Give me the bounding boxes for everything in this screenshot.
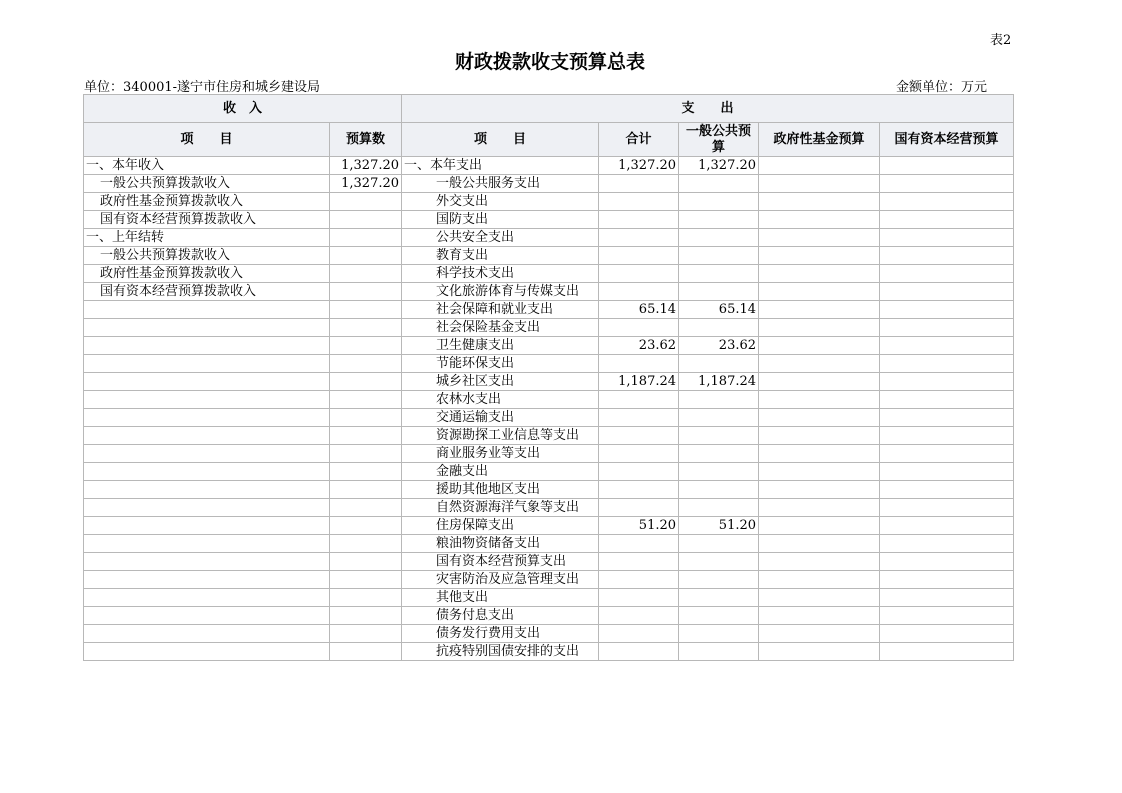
table-row (84, 229, 1014, 247)
table-row (84, 571, 1014, 589)
expense-item-cell: 一、本年支出 (402, 157, 599, 175)
income-item-cell (84, 319, 330, 337)
income-item-cell (84, 301, 330, 319)
total-cell (599, 535, 679, 553)
table-row (84, 319, 1014, 337)
general-budget-cell: 51.20 (679, 517, 759, 535)
general-budget-cell (679, 553, 759, 571)
table-row (84, 193, 1014, 211)
general-budget-cell (679, 571, 759, 589)
expense-item-cell: 粮油物资储备支出 (402, 535, 599, 553)
income-item-cell: 政府性基金预算拨款收入 (84, 265, 330, 283)
income-budget-cell (330, 535, 402, 553)
total-cell (599, 643, 679, 661)
fund-budget-cell (759, 157, 880, 175)
expense-item-cell: 城乡社区支出 (402, 373, 599, 391)
table-row (84, 247, 1014, 265)
state-capital-cell (880, 211, 1014, 229)
general-budget-cell (679, 409, 759, 427)
income-item-cell (84, 499, 330, 517)
income-budget-cell (330, 283, 402, 301)
fund-budget-cell (759, 463, 880, 481)
state-capital-cell (880, 643, 1014, 661)
table-row (84, 481, 1014, 499)
fund-budget-header: 政府性基金预算 (759, 123, 880, 157)
table-row (84, 553, 1014, 571)
state-capital-cell (880, 229, 1014, 247)
state-capital-cell (880, 571, 1014, 589)
state-capital-cell (880, 445, 1014, 463)
general-budget-cell (679, 247, 759, 265)
table-body (84, 157, 1014, 661)
total-cell (599, 175, 679, 193)
state-capital-cell (880, 373, 1014, 391)
total-cell (599, 607, 679, 625)
income-budget-cell (330, 355, 402, 373)
state-capital-cell (880, 157, 1014, 175)
state-capital-cell (880, 625, 1014, 643)
fund-budget-cell (759, 175, 880, 193)
income-budget-cell (330, 301, 402, 319)
general-budget-cell (679, 643, 759, 661)
table-row (84, 391, 1014, 409)
fund-budget-cell (759, 517, 880, 535)
expense-item-cell: 其他支出 (402, 589, 599, 607)
income-budget-cell (330, 427, 402, 445)
fund-budget-cell (759, 625, 880, 643)
table-row (84, 301, 1014, 319)
income-budget-cell (330, 499, 402, 517)
table-number: 表2 (990, 33, 1012, 48)
total-cell (599, 571, 679, 589)
table-row (84, 625, 1014, 643)
income-item-cell (84, 643, 330, 661)
budget-table (83, 94, 1014, 661)
income-item-cell: 国有资本经营预算拨款收入 (84, 211, 330, 229)
expense-item-cell: 教育支出 (402, 247, 599, 265)
expense-item-cell: 国有资本经营预算支出 (402, 553, 599, 571)
state-capital-cell (880, 517, 1014, 535)
income-budget-cell (330, 337, 402, 355)
table-row (84, 445, 1014, 463)
total-cell (599, 265, 679, 283)
total-cell (599, 625, 679, 643)
state-capital-cell (880, 589, 1014, 607)
general-budget-cell (679, 193, 759, 211)
income-budget-cell (330, 445, 402, 463)
general-budget-cell (679, 481, 759, 499)
expense-item-cell: 住房保障支出 (402, 517, 599, 535)
expense-item-cell: 社会保险基金支出 (402, 319, 599, 337)
total-cell (599, 229, 679, 247)
fund-budget-cell (759, 607, 880, 625)
fund-budget-cell (759, 589, 880, 607)
fund-budget-cell (759, 319, 880, 337)
total-cell: 51.20 (599, 517, 679, 535)
expense-item-cell: 援助其他地区支出 (402, 481, 599, 499)
total-cell (599, 427, 679, 445)
fund-budget-cell (759, 337, 880, 355)
expense-item-cell: 农林水支出 (402, 391, 599, 409)
income-item-cell (84, 409, 330, 427)
general-budget-cell (679, 445, 759, 463)
table-row (84, 589, 1014, 607)
income-item-cell (84, 373, 330, 391)
income-item-cell (84, 571, 330, 589)
table-row (84, 409, 1014, 427)
table-row (84, 643, 1014, 661)
total-cell (599, 211, 679, 229)
fund-budget-cell (759, 445, 880, 463)
income-item-cell (84, 445, 330, 463)
income-budget-cell (330, 265, 402, 283)
state-capital-cell (880, 301, 1014, 319)
fund-budget-cell (759, 553, 880, 571)
income-item-cell (84, 589, 330, 607)
expense-item-cell: 外交支出 (402, 193, 599, 211)
total-cell (599, 409, 679, 427)
general-budget-cell (679, 463, 759, 481)
total-cell (599, 247, 679, 265)
income-item-cell (84, 355, 330, 373)
expense-item-cell: 一般公共服务支出 (402, 175, 599, 193)
table-row (84, 355, 1014, 373)
table-row (84, 337, 1014, 355)
income-budget-cell (330, 625, 402, 643)
total-cell: 65.14 (599, 301, 679, 319)
state-capital-cell (880, 427, 1014, 445)
state-capital-cell (880, 463, 1014, 481)
expense-item-cell: 债务发行费用支出 (402, 625, 599, 643)
income-budget-cell (330, 463, 402, 481)
income-item-cell (84, 463, 330, 481)
fund-budget-cell (759, 355, 880, 373)
unit-label: 单位：340001-遂宁市住房和城乡建设局 (84, 80, 321, 95)
page-title: 财政拨款收支预算总表 (454, 51, 645, 73)
expense-item-cell: 商业服务业等支出 (402, 445, 599, 463)
income-item-cell (84, 553, 330, 571)
expense-item-cell: 公共安全支出 (402, 229, 599, 247)
income-budget-cell (330, 247, 402, 265)
income-budget-cell (330, 229, 402, 247)
general-budget-cell (679, 283, 759, 301)
expense-item-cell: 灾害防治及应急管理支出 (402, 571, 599, 589)
expense-item-cell: 债务付息支出 (402, 607, 599, 625)
table-row (84, 517, 1014, 535)
income-item-header: 项 目 (84, 123, 330, 157)
general-budget-cell (679, 427, 759, 445)
general-budget-cell: 65.14 (679, 301, 759, 319)
general-budget-cell (679, 589, 759, 607)
state-capital-cell (880, 535, 1014, 553)
state-capital-cell (880, 283, 1014, 301)
total-cell (599, 499, 679, 517)
general-budget-cell (679, 499, 759, 517)
total-cell: 1,327.20 (599, 157, 679, 175)
expense-item-cell: 文化旅游体育与传媒支出 (402, 283, 599, 301)
income-budget-cell (330, 589, 402, 607)
general-budget-cell (679, 175, 759, 193)
general-budget-cell (679, 355, 759, 373)
expense-header: 支 出 (402, 95, 1014, 123)
income-header: 收 入 (84, 95, 402, 123)
state-capital-cell (880, 193, 1014, 211)
table-row (84, 499, 1014, 517)
table-row (84, 463, 1014, 481)
state-capital-cell (880, 409, 1014, 427)
state-capital-cell (880, 265, 1014, 283)
expense-item-cell: 节能环保支出 (402, 355, 599, 373)
income-budget-cell (330, 391, 402, 409)
income-item-cell (84, 391, 330, 409)
fund-budget-cell (759, 229, 880, 247)
expense-item-cell: 社会保障和就业支出 (402, 301, 599, 319)
fund-budget-cell (759, 193, 880, 211)
total-cell: 23.62 (599, 337, 679, 355)
income-budget-cell: 1,327.20 (330, 175, 402, 193)
income-budget-cell (330, 373, 402, 391)
general-budget-cell (679, 535, 759, 553)
fund-budget-cell (759, 283, 880, 301)
general-budget-header: 一般公共预算 (679, 123, 759, 157)
fund-budget-cell (759, 247, 880, 265)
fund-budget-cell (759, 211, 880, 229)
general-budget-cell (679, 625, 759, 643)
state-capital-cell (880, 175, 1014, 193)
total-cell (599, 391, 679, 409)
income-budget-cell (330, 643, 402, 661)
fund-budget-cell (759, 373, 880, 391)
expense-item-cell: 卫生健康支出 (402, 337, 599, 355)
income-budget-cell (330, 211, 402, 229)
expense-item-cell: 抗疫特别国债安排的支出 (402, 643, 599, 661)
state-capital-cell (880, 355, 1014, 373)
expense-item-cell: 自然资源海洋气象等支出 (402, 499, 599, 517)
total-cell (599, 463, 679, 481)
table-row (84, 175, 1014, 193)
table-row (84, 265, 1014, 283)
state-capital-cell (880, 481, 1014, 499)
fund-budget-cell (759, 301, 880, 319)
income-item-cell (84, 517, 330, 535)
income-budget-cell (330, 517, 402, 535)
income-budget-cell (330, 193, 402, 211)
total-cell (599, 283, 679, 301)
expense-item-cell: 科学技术支出 (402, 265, 599, 283)
general-budget-cell (679, 265, 759, 283)
fund-budget-cell (759, 409, 880, 427)
total-cell (599, 193, 679, 211)
fund-budget-cell (759, 499, 880, 517)
fund-budget-cell (759, 481, 880, 499)
income-item-cell: 政府性基金预算拨款收入 (84, 193, 330, 211)
income-budget-cell (330, 409, 402, 427)
income-item-cell: 一般公共预算拨款收入 (84, 175, 330, 193)
expense-item-cell: 国防支出 (402, 211, 599, 229)
state-capital-cell (880, 499, 1014, 517)
table-row (84, 607, 1014, 625)
expense-item-cell: 金融支出 (402, 463, 599, 481)
income-item-cell: 一、本年收入 (84, 157, 330, 175)
state-capital-cell (880, 553, 1014, 571)
total-cell (599, 481, 679, 499)
total-cell (599, 445, 679, 463)
budget-header: 预算数 (330, 123, 402, 157)
general-budget-cell (679, 607, 759, 625)
state-capital-cell (880, 247, 1014, 265)
general-budget-cell: 23.62 (679, 337, 759, 355)
total-header: 合计 (599, 123, 679, 157)
state-capital-header: 国有资本经营预算 (880, 123, 1014, 157)
income-item-cell (84, 481, 330, 499)
table-row (84, 283, 1014, 301)
fund-budget-cell (759, 535, 880, 553)
income-budget-cell (330, 553, 402, 571)
table-row (84, 211, 1014, 229)
income-item-cell (84, 337, 330, 355)
total-cell (599, 589, 679, 607)
expense-item-header: 项 目 (402, 123, 599, 157)
total-cell: 1,187.24 (599, 373, 679, 391)
state-capital-cell (880, 319, 1014, 337)
income-budget-cell (330, 319, 402, 337)
general-budget-cell (679, 391, 759, 409)
income-item-cell: 国有资本经营预算拨款收入 (84, 283, 330, 301)
table-row (84, 157, 1014, 175)
table-row (84, 535, 1014, 553)
fund-budget-cell (759, 391, 880, 409)
expense-item-cell: 资源勘探工业信息等支出 (402, 427, 599, 445)
table-row (84, 373, 1014, 391)
income-item-cell: 一、上年结转 (84, 229, 330, 247)
income-item-cell (84, 625, 330, 643)
fund-budget-cell (759, 427, 880, 445)
total-cell (599, 355, 679, 373)
fund-budget-cell (759, 571, 880, 589)
state-capital-cell (880, 391, 1014, 409)
income-budget-cell (330, 607, 402, 625)
total-cell (599, 553, 679, 571)
income-budget-cell (330, 481, 402, 499)
state-capital-cell (880, 337, 1014, 355)
fund-budget-cell (759, 265, 880, 283)
general-budget-cell (679, 229, 759, 247)
state-capital-cell (880, 607, 1014, 625)
amount-unit-label: 金额单位：万元 (896, 80, 988, 95)
general-budget-cell (679, 319, 759, 337)
income-budget-cell: 1,327.20 (330, 157, 402, 175)
fund-budget-cell (759, 643, 880, 661)
table-row (84, 427, 1014, 445)
total-cell (599, 319, 679, 337)
general-budget-cell: 1,187.24 (679, 373, 759, 391)
income-item-cell (84, 535, 330, 553)
general-budget-cell: 1,327.20 (679, 157, 759, 175)
income-item-cell (84, 427, 330, 445)
income-budget-cell (330, 571, 402, 589)
general-budget-cell (679, 211, 759, 229)
expense-item-cell: 交通运输支出 (402, 409, 599, 427)
income-item-cell: 一般公共预算拨款收入 (84, 247, 330, 265)
income-item-cell (84, 607, 330, 625)
